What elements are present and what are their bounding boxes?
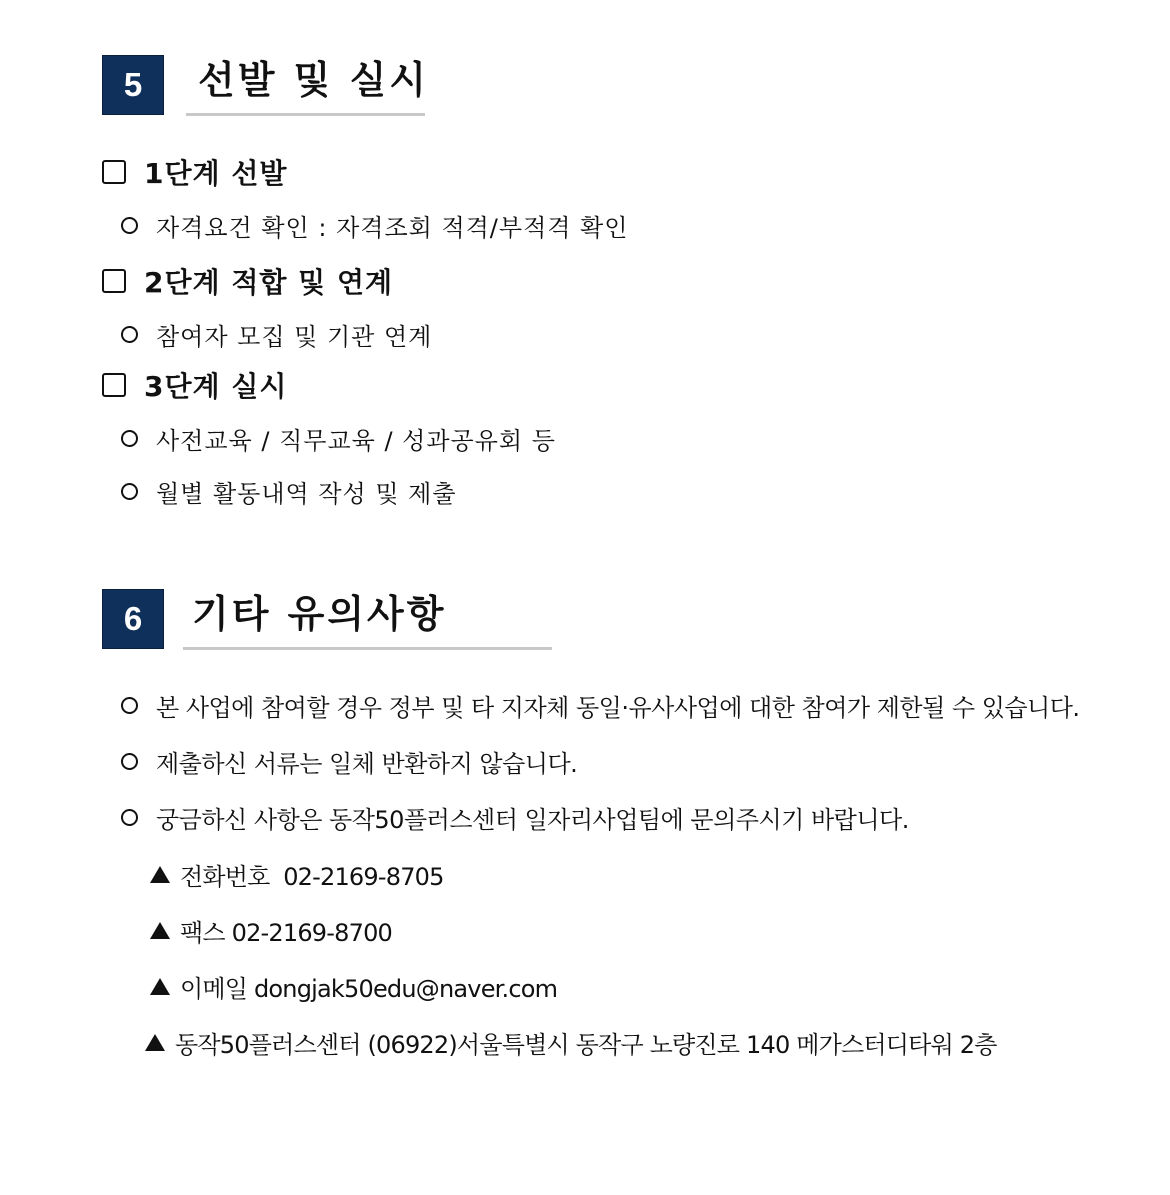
- checkbox-icon: [102, 269, 126, 293]
- note-1-text: 본 사업에 참여할 경우 정부 및 타 지자체 동일·유사사업에 대한 참여가 제한될 수 있습니다.: [156, 693, 1080, 722]
- step-3-item-2-text: 월별 활동내역 작성 및 제출: [156, 479, 457, 508]
- step-2: [102, 264, 393, 298]
- step-2-item-1: [121, 317, 432, 351]
- step-1-label: 1단계 선발: [144, 157, 288, 190]
- contact-fax: [150, 913, 392, 947]
- triangle-bullet-icon: [150, 866, 170, 883]
- step-3: [102, 368, 287, 402]
- contact-address: [145, 1025, 997, 1059]
- triangle-bullet-icon: [150, 978, 170, 995]
- step-2-item-1-text: 참여자 모집 및 기관 연계: [156, 322, 433, 351]
- checkbox-icon: [102, 160, 126, 184]
- note-2-text: 제출하신 서류는 일체 반환하지 않습니다.: [156, 749, 578, 778]
- section-5-header: [102, 55, 432, 117]
- contact-address-text: 동작50플러스센터 (06922)서울특별시 동작구 노량진로 140 메가스터디타워 2층: [175, 1030, 997, 1059]
- contact-phone: [150, 857, 444, 891]
- step-1-item-1-text: 자격요건 확인 : 자격조회 적격/부적격 확인: [156, 213, 629, 242]
- step-2-label: 2단계 적합 및 연계: [144, 266, 394, 299]
- note-3: [121, 800, 909, 834]
- note-2: [121, 744, 577, 778]
- contact-phone-text: 전화번호 02-2169-8705: [180, 862, 444, 891]
- step-3-item-1-text: 사전교육 / 직무교육 / 성과공유회 등: [156, 426, 556, 455]
- contact-fax-text: 팩스 02-2169-8700: [180, 918, 393, 947]
- circle-bullet-icon: [121, 217, 138, 234]
- step-1-item-1: [121, 208, 628, 242]
- contact-email: [150, 969, 557, 1003]
- section-6-title: 기타 유의사항: [192, 592, 447, 636]
- section-5-number-badge: 5: [102, 55, 164, 115]
- section-6-number-badge: 6: [102, 589, 164, 649]
- circle-bullet-icon: [121, 753, 138, 770]
- step-3-item-1: [121, 421, 556, 455]
- step-3-label: 3단계 실시: [144, 370, 288, 403]
- step-1: [102, 155, 287, 189]
- circle-bullet-icon: [121, 430, 138, 447]
- note-3-text: 궁금하신 사항은 동작50플러스센터 일자리사업팀에 문의주시기 바랍니다.: [156, 805, 909, 834]
- section-5-title: 선발 및 실시: [198, 58, 429, 102]
- circle-bullet-icon: [121, 326, 138, 343]
- contact-email-text: 이메일 dongjak50edu@naver.com: [180, 974, 558, 1003]
- circle-bullet-icon: [121, 483, 138, 500]
- triangle-bullet-icon: [150, 922, 170, 939]
- circle-bullet-icon: [121, 697, 138, 714]
- section-6-header: [102, 589, 562, 651]
- triangle-bullet-icon: [145, 1034, 165, 1051]
- circle-bullet-icon: [121, 809, 138, 826]
- checkbox-icon: [102, 373, 126, 397]
- step-3-item-2: [121, 474, 457, 508]
- note-1: [121, 688, 1080, 722]
- section-6-underline: [183, 647, 552, 650]
- section-5-underline: [186, 113, 425, 116]
